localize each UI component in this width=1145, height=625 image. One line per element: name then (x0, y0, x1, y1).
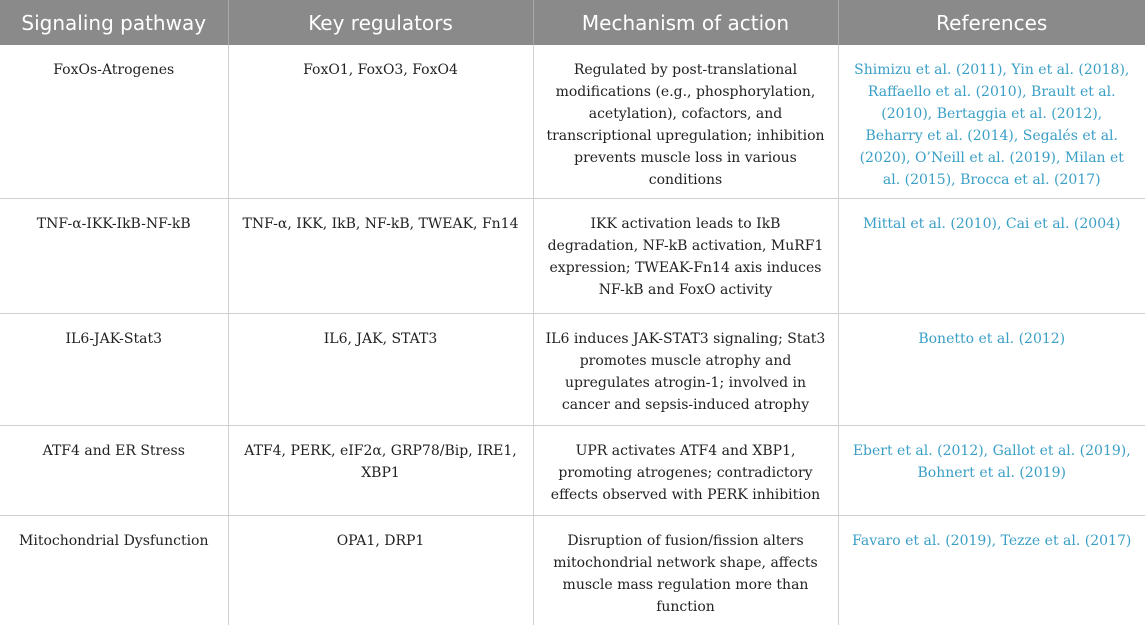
cell-references[interactable]: Ebert et al. (2012), Gallot et al. (2019), Bohnert et al. (2019) (838, 425, 1145, 515)
cell-mechanism: IKK activation leads to IkB degradation, NF-kB activation, MuRF1 expression; TWEAK-Fn14 axis induces NF-kB and FoxO activity (533, 198, 838, 313)
cell-references[interactable]: Bonetto et al. (2012) (838, 313, 1145, 425)
cell-regulators: TNF-α, IKK, IkB, NF-kB, TWEAK, Fn14 (228, 198, 533, 313)
cell-mechanism: Disruption of fusion/fission alters mitochondrial network shape, affects muscle mass regulation more than function (533, 515, 838, 625)
cell-regulators: OPA1, DRP1 (228, 515, 533, 625)
header-mechanism-of-action: Mechanism of action (533, 0, 838, 45)
cell-pathway: ATF4 and ER Stress (0, 425, 228, 515)
cell-mechanism: IL6 induces JAK-STAT3 signaling; Stat3 promotes muscle atrophy and upregulates atrogin-1; involved in cancer and sepsis-induced atrophy (533, 313, 838, 425)
table-row (0, 313, 1145, 425)
header-key-regulators: Key regulators (228, 0, 533, 45)
cell-pathway: Mitochondrial Dysfunction (19, 532, 209, 549)
cell-references[interactable]: Favaro et al. (2019), Tezze et al. (2017) (838, 515, 1145, 625)
table-row (0, 425, 1145, 515)
cell-pathway: TNF-α-IKK-IkB-NF-kB (0, 198, 228, 313)
table-row (0, 198, 1145, 313)
cell-regulators: FoxO1, FoxO3, FoxO4 (228, 45, 533, 198)
cell-mechanism: Regulated by post-translational modifications (e.g., phosphorylation, acetylation), cofactors, and transcriptional upregulation; inhibition prevents muscle loss in various conditions (533, 45, 838, 198)
cell-pathway: IL6-JAK-Stat3 (0, 313, 228, 425)
cell-references[interactable]: Shimizu et al. (2011), Yin et al. (2018), Raffaello et al. (2010), Brault et al. (2010), Bertaggia et al. (2012), Beharry et al. (2014), Segalés et al. (2020), O’Neill et al. (2019), Milan et al. (2015), Brocca et al. (2017) (838, 45, 1145, 198)
header-row (0, 0, 1145, 45)
cell-regulators: ATF4, PERK, eIF2α, GRP78/Bip, IRE1, XBP1 (228, 425, 533, 515)
cell-references[interactable]: Mittal et al. (2010), Cai et al. (2004) (838, 198, 1145, 313)
table-header (0, 0, 1145, 45)
header-references: References (838, 0, 1145, 45)
table-row (0, 515, 1145, 625)
header-signaling-pathway: Signaling pathway (0, 0, 228, 45)
table-row (0, 45, 1145, 198)
table-body (0, 45, 1145, 625)
cell-mechanism: UPR activates ATF4 and XBP1, promoting atrogenes; contradictory effects observed with PERK inhibition (533, 425, 838, 515)
cell-pathway: FoxOs-Atrogenes (0, 45, 228, 198)
cell-regulators: IL6, JAK, STAT3 (228, 313, 533, 425)
